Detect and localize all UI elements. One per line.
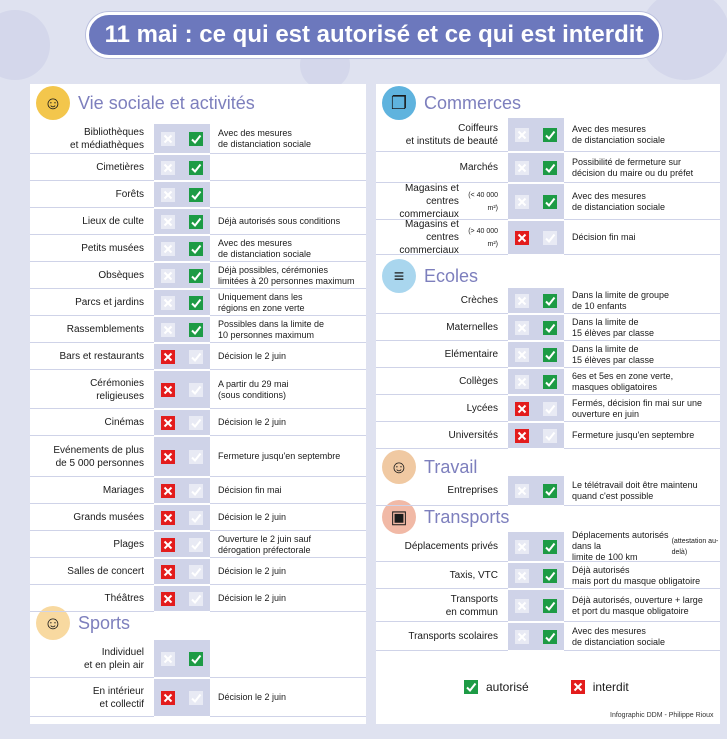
row-comment: Décision le 2 juin — [210, 586, 366, 612]
table-row — [30, 182, 366, 208]
cross-icon — [515, 161, 529, 175]
table-row — [30, 263, 366, 289]
cross-icon — [515, 348, 529, 362]
row-comment: Uniquement dans les régions en zone verte — [210, 290, 366, 316]
row-comment: Fermeture jusqu'en septembre — [210, 437, 366, 477]
cross-icon — [161, 132, 175, 146]
cross-icon — [161, 323, 175, 337]
status-cell — [154, 236, 210, 262]
row-comment: Déjà possibles, cérémonies limitées à 20 personnes maximum — [210, 263, 366, 289]
row-comment: Avec des mesures de distanciation sociale — [564, 118, 720, 152]
row-comment: Décision le 2 juin — [210, 344, 366, 370]
table-row — [30, 532, 366, 558]
cross-icon — [161, 652, 175, 666]
status-cell — [154, 679, 210, 717]
right-panel — [376, 84, 720, 724]
legend-interdit: interdit — [592, 680, 629, 694]
table-row — [30, 640, 366, 678]
check-icon — [189, 511, 203, 525]
check-icon — [543, 231, 557, 245]
cross-icon — [161, 565, 175, 579]
section-title: Transports — [424, 506, 510, 527]
check-icon — [189, 161, 203, 175]
status-cell — [154, 371, 210, 409]
table-row — [30, 410, 366, 436]
status-cell — [154, 478, 210, 504]
status-cell — [508, 153, 564, 183]
row-comment: Avec des mesures de distanciation sociale — [210, 236, 366, 262]
table-row — [376, 532, 720, 562]
section-title: Ecoles — [424, 265, 479, 286]
section-header — [36, 86, 255, 120]
row-comment — [210, 182, 366, 208]
row-comment: Dans la limite de 15 élèves par classe — [564, 315, 720, 341]
table-row — [376, 184, 720, 220]
table-row — [30, 437, 366, 477]
row-label: Théâtres — [30, 586, 154, 612]
row-comment: Décision le 2 juin — [210, 559, 366, 585]
status-cell — [508, 396, 564, 422]
section-title: Commerces — [424, 92, 522, 113]
table-row — [376, 476, 720, 506]
row-label: Plages — [30, 532, 154, 558]
cross-icon — [515, 599, 529, 613]
row-comment: Décision fin mai — [210, 478, 366, 504]
row-label: Magasins et centres commerciaux (< 40 000 m²) — [376, 184, 508, 220]
cross-icon — [515, 429, 529, 443]
check-icon — [543, 569, 557, 583]
cross-icon — [161, 484, 175, 498]
check-icon — [189, 450, 203, 464]
check-icon — [189, 242, 203, 256]
cross-icon — [515, 128, 529, 142]
section-title: Sports — [78, 612, 131, 633]
check-icon — [189, 323, 203, 337]
table-row — [376, 396, 720, 422]
check-icon — [189, 269, 203, 283]
table-row — [376, 623, 720, 651]
table-row — [30, 371, 366, 409]
row-label: Transports en commun — [376, 590, 508, 622]
shopping-cart-icon: ❐ — [382, 86, 416, 120]
check-icon — [189, 188, 203, 202]
status-cell — [508, 342, 564, 368]
cross-icon — [161, 592, 175, 606]
table-row — [30, 505, 366, 531]
status-cell — [154, 317, 210, 343]
status-cell — [508, 288, 564, 314]
cross-icon — [161, 383, 175, 397]
check-icon — [543, 429, 557, 443]
status-cell — [508, 184, 564, 220]
table-row — [30, 559, 366, 585]
check-icon — [189, 296, 203, 310]
table-row — [376, 590, 720, 622]
cross-icon — [515, 375, 529, 389]
cross-icon — [515, 294, 529, 308]
check-icon — [189, 592, 203, 606]
cross-icon — [515, 402, 529, 416]
status-cell — [154, 290, 210, 316]
row-comment: Dans la limite de groupe de 10 enfants — [564, 288, 720, 314]
table-row — [376, 342, 720, 368]
table-row — [376, 563, 720, 589]
row-comment: Déplacements autorisés dans la limite de 100 km (attestation au-delà) — [564, 532, 720, 562]
row-comment: Dans la limite de 15 élèves par classe — [564, 342, 720, 368]
check-icon — [543, 540, 557, 554]
check-icon — [189, 565, 203, 579]
cross-icon — [161, 161, 175, 175]
row-label: Transports scolaires — [376, 623, 508, 651]
check-icon — [189, 132, 203, 146]
row-comment — [210, 155, 366, 181]
row-comment: Fermeture jusqu'en septembre — [564, 423, 720, 449]
credit: Infographic DDM - Philippe Rioux — [610, 712, 714, 719]
row-label: Petits musées — [30, 236, 154, 262]
status-cell — [154, 532, 210, 558]
row-label: Mariages — [30, 478, 154, 504]
cross-icon — [161, 242, 175, 256]
status-cell — [508, 118, 564, 152]
row-comment: Déjà autorisés mais port du masque obligatoire — [564, 563, 720, 589]
cross-icon — [515, 540, 529, 554]
row-label: Cinémas — [30, 410, 154, 436]
check-icon — [543, 402, 557, 416]
row-comment: Décision le 2 juin — [210, 505, 366, 531]
row-comment — [210, 640, 366, 678]
row-label: Salles de concert — [30, 559, 154, 585]
check-icon — [543, 484, 557, 498]
left-panel — [30, 84, 366, 724]
row-label: Forêts — [30, 182, 154, 208]
row-label: Taxis, VTC — [376, 563, 508, 589]
row-label: Lieux de culte — [30, 209, 154, 235]
status-cell — [508, 623, 564, 651]
title-banner — [86, 12, 662, 58]
section-title: Vie sociale et activités — [78, 92, 255, 113]
cross-icon — [515, 630, 529, 644]
status-cell — [154, 410, 210, 436]
row-comment: Fermés, décision fin mai sur une ouverture en juin — [564, 396, 720, 422]
status-cell — [154, 124, 210, 154]
check-icon — [189, 691, 203, 705]
check-icon — [189, 215, 203, 229]
check-icon — [543, 599, 557, 613]
status-cell — [508, 476, 564, 506]
table-row — [376, 315, 720, 341]
row-comment: Avec des mesures de distanciation sociale — [564, 184, 720, 220]
cross-icon — [515, 195, 529, 209]
table-row — [30, 209, 366, 235]
check-icon — [543, 321, 557, 335]
row-label: Evénements de plus de 5 000 personnes — [30, 437, 154, 477]
check-icon — [543, 630, 557, 644]
row-comment: 6es et 5es en zone verte, masques obligatoires — [564, 369, 720, 395]
row-label: Rassemblements — [30, 317, 154, 343]
row-label: Maternelles — [376, 315, 508, 341]
row-comment: Décision fin mai — [564, 221, 720, 255]
check-icon — [543, 161, 557, 175]
table-row — [30, 586, 366, 612]
check-icon — [189, 538, 203, 552]
cross-icon — [161, 350, 175, 364]
status-cell — [508, 590, 564, 622]
table-row — [30, 478, 366, 504]
page-title: 11 mai : ce qui est autorisé et ce qui est interdit — [104, 21, 644, 48]
status-cell — [508, 532, 564, 562]
row-label: Universités — [376, 423, 508, 449]
check-icon — [189, 383, 203, 397]
check-icon — [543, 195, 557, 209]
row-comment: Possibles dans la limite de 10 personnes maximum — [210, 317, 366, 343]
row-label: Déplacements privés — [376, 532, 508, 562]
status-cell — [154, 559, 210, 585]
status-cell — [154, 155, 210, 181]
check-icon — [543, 294, 557, 308]
cross-icon — [161, 450, 175, 464]
check-icon — [189, 350, 203, 364]
table-row — [376, 423, 720, 449]
row-label: Collèges — [376, 369, 508, 395]
table-row — [30, 124, 366, 154]
status-cell — [154, 505, 210, 531]
table-row — [376, 369, 720, 395]
row-label: Individuel et en plein air — [30, 640, 154, 678]
row-label: Bars et restaurants — [30, 344, 154, 370]
theatre-masks-icon: ☺ — [36, 86, 70, 120]
cross-icon — [515, 231, 529, 245]
table-row — [30, 344, 366, 370]
section-title: Travail — [424, 456, 478, 477]
table-row — [376, 153, 720, 183]
status-cell — [508, 369, 564, 395]
row-label: Obsèques — [30, 263, 154, 289]
row-label: Crèches — [376, 288, 508, 314]
athlete-icon: ☺ — [36, 606, 70, 640]
legend-autorise: autorisé — [486, 680, 529, 694]
row-label: Cérémonies religieuses — [30, 371, 154, 409]
row-label: Elémentaire — [376, 342, 508, 368]
status-cell — [508, 563, 564, 589]
row-comment: Avec des mesures de distanciation sociale — [210, 124, 366, 154]
cross-icon — [161, 691, 175, 705]
row-label: Entreprises — [376, 476, 508, 506]
row-comment: Déjà autorisés, ouverture + large et port du masque obligatoire — [564, 590, 720, 622]
worker-icon: ☺ — [382, 450, 416, 484]
cross-icon — [161, 538, 175, 552]
cross-icon — [515, 321, 529, 335]
row-comment: Ouverture le 2 juin sauf dérogation préfectorale — [210, 532, 366, 558]
status-cell — [154, 586, 210, 612]
status-cell — [154, 640, 210, 678]
check-icon — [543, 348, 557, 362]
status-cell — [154, 344, 210, 370]
cross-icon — [161, 269, 175, 283]
status-cell — [154, 263, 210, 289]
cross-icon — [161, 296, 175, 310]
table-row — [30, 290, 366, 316]
row-label: Lycées — [376, 396, 508, 422]
status-cell — [508, 221, 564, 255]
legend — [464, 680, 629, 694]
check-icon — [189, 484, 203, 498]
books-icon: ≡ — [382, 259, 416, 293]
check-icon — [543, 375, 557, 389]
section-header — [382, 86, 521, 120]
cross-icon — [161, 511, 175, 525]
row-label: Marchés — [376, 153, 508, 183]
cross-icon — [515, 484, 529, 498]
table-row — [376, 118, 720, 152]
table-row — [376, 288, 720, 314]
cross-icon — [571, 680, 585, 694]
status-cell — [508, 315, 564, 341]
row-label: Grands musées — [30, 505, 154, 531]
table-row — [30, 155, 366, 181]
row-comment: Décision le 2 juin — [210, 679, 366, 717]
table-row — [376, 221, 720, 255]
status-cell — [154, 437, 210, 477]
status-cell — [154, 209, 210, 235]
cross-icon — [161, 188, 175, 202]
row-comment: A partir du 29 mai (sous conditions) — [210, 371, 366, 409]
row-label: Bibliothèques et médiathèques — [30, 124, 154, 154]
table-row — [30, 679, 366, 717]
check-icon — [543, 128, 557, 142]
row-label: Cimetières — [30, 155, 154, 181]
cross-icon — [161, 416, 175, 430]
row-comment: Décision le 2 juin — [210, 410, 366, 436]
check-icon — [189, 416, 203, 430]
table-row — [30, 317, 366, 343]
virus-decoration — [0, 10, 50, 80]
row-label: Magasins et centres commerciaux (> 40 000 m²) — [376, 221, 508, 255]
row-comment: Déjà autorisés sous conditions — [210, 209, 366, 235]
row-comment: Avec des mesures de distanciation sociale — [564, 623, 720, 651]
cross-icon — [515, 569, 529, 583]
table-row — [30, 236, 366, 262]
cross-icon — [161, 215, 175, 229]
train-icon: ▣ — [382, 500, 416, 534]
check-icon — [464, 680, 478, 694]
row-label: En intérieur et collectif — [30, 679, 154, 717]
row-comment: Possibilité de fermeture sur décision du maire ou du préfet — [564, 153, 720, 183]
row-label: Coiffeurs et instituts de beauté — [376, 118, 508, 152]
row-comment: Le télétravail doit être maintenu quand c'est possible — [564, 476, 720, 506]
status-cell — [508, 423, 564, 449]
row-label: Parcs et jardins — [30, 290, 154, 316]
status-cell — [154, 182, 210, 208]
check-icon — [189, 652, 203, 666]
